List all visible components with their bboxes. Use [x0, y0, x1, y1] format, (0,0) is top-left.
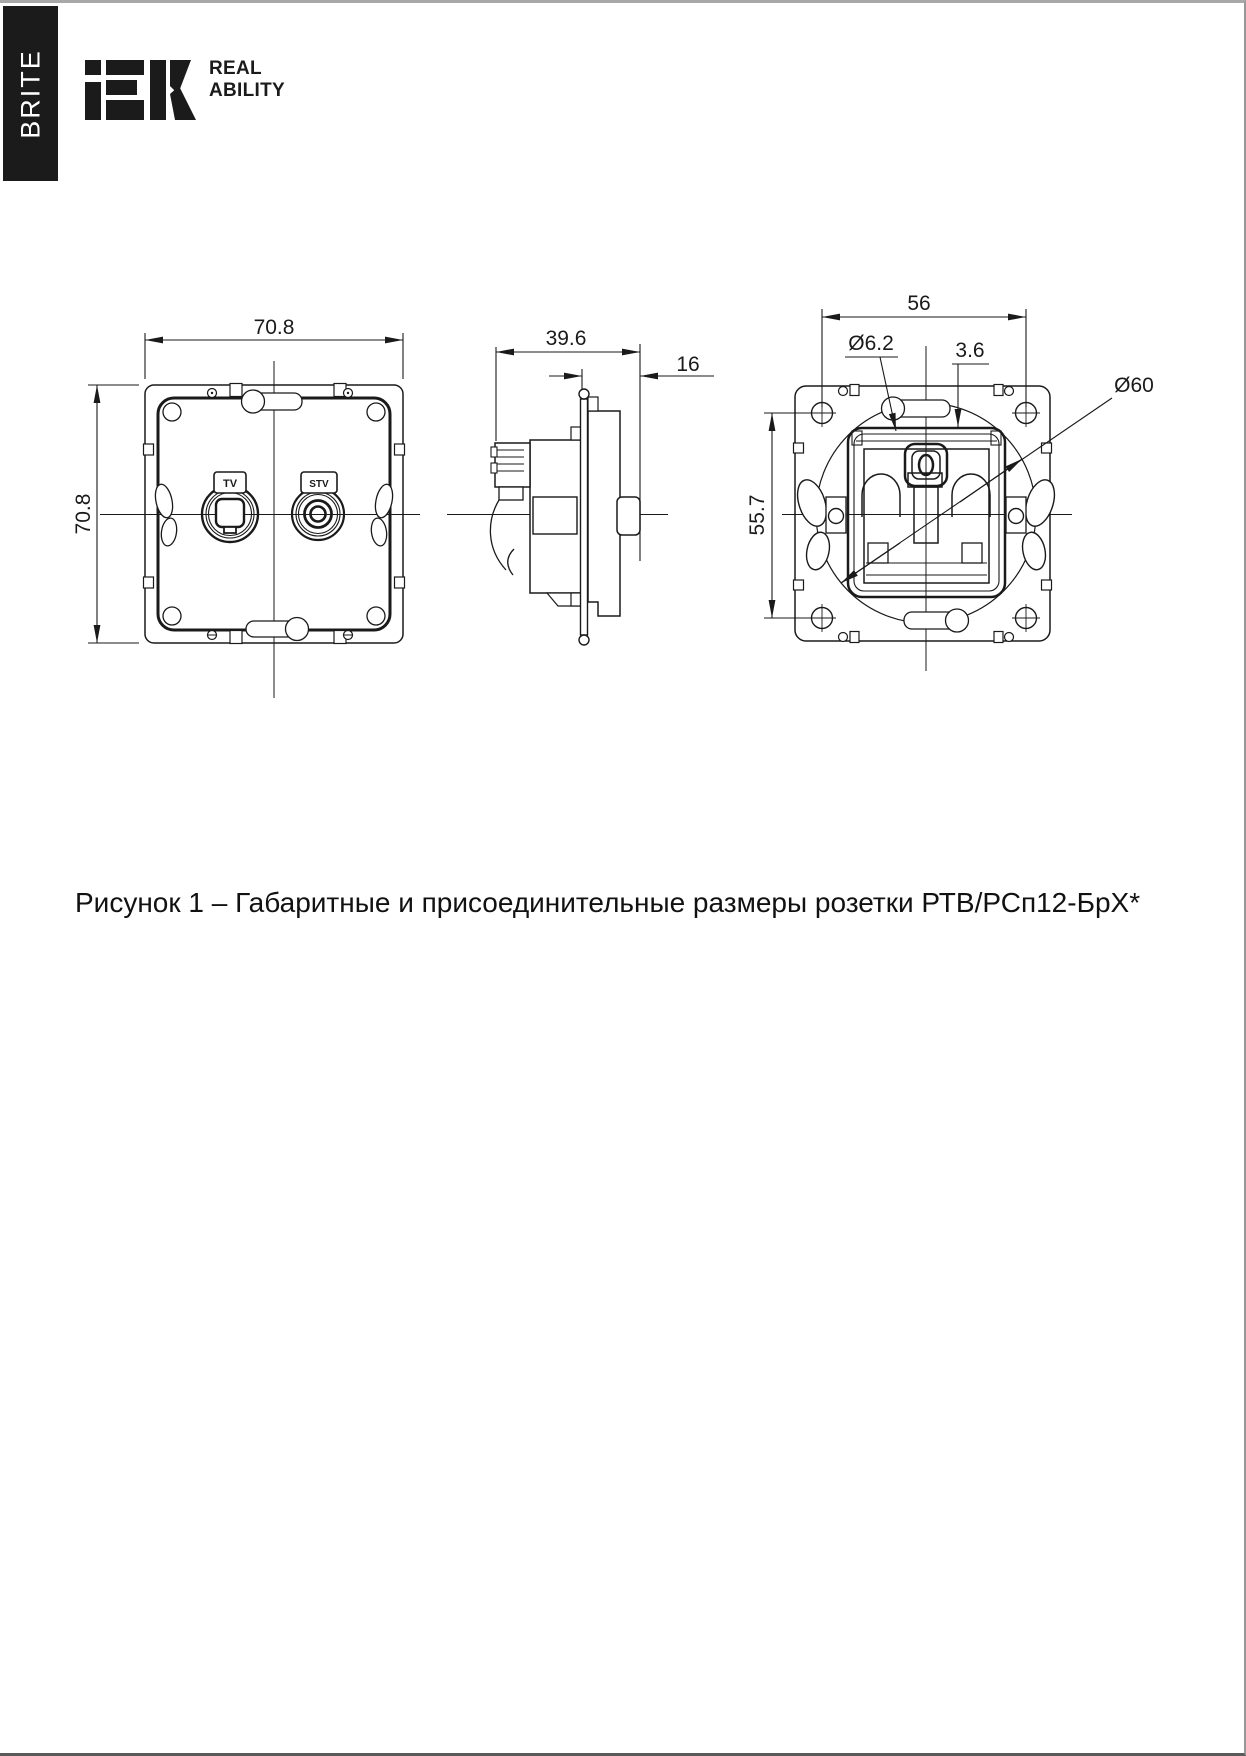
brite-series-banner-text: BRITE — [15, 48, 45, 139]
iek-logo-e-top — [106, 60, 144, 75]
side-wire-flap — [490, 500, 514, 575]
front-plaster-tab-bottom — [246, 618, 309, 641]
iek-logo — [85, 60, 196, 120]
technical-drawing-canvas — [0, 3, 1246, 1756]
side-dim-front-depth — [549, 353, 714, 389]
tv-keyway — [216, 499, 244, 527]
back-claw-right — [1006, 476, 1060, 572]
back-claw-thickness-value: 3.6 — [955, 339, 985, 362]
side-connector-knob — [617, 497, 640, 535]
front-plaster-tab-top — [242, 390, 303, 413]
back-box-diameter-value: Ø60 — [1114, 374, 1154, 397]
front-width-value: 70.8 — [253, 316, 295, 339]
back-hole-diameter-value: Ø6.2 — [848, 332, 894, 355]
back-hole-spacing-value: 56 — [907, 292, 931, 315]
iek-logo-k-stem — [150, 60, 166, 120]
tv-port-label: TV — [222, 478, 238, 490]
stv-connector — [292, 472, 344, 540]
side-front-depth-value: 16 — [676, 353, 700, 376]
side-depth-value: 39.6 — [545, 327, 587, 350]
figure-caption: Рисунок 1 – Габаритные и присоединительные размеры розетки РТВ/РСп12-БрХ* — [75, 887, 1141, 918]
back-plaster-tab-top — [882, 397, 951, 420]
logo-tagline-line1: REAL — [209, 58, 262, 79]
back-view — [746, 292, 1154, 671]
iek-logo-e-mid — [106, 80, 137, 95]
back-plaster-tab-bottom — [904, 609, 969, 632]
side-front-panel — [588, 397, 640, 616]
iek-logo-e-bottom — [106, 100, 144, 120]
iek-logo-i-dot — [85, 60, 101, 75]
logo-tagline-line2: ABILITY — [209, 80, 285, 101]
iek-logo-i-body — [85, 82, 101, 120]
iek-logo-k-arm — [170, 60, 191, 94]
back-height-value: 55.7 — [746, 494, 769, 536]
back-dim-claw-thickness — [952, 339, 989, 427]
stv-port-label: STV — [309, 479, 329, 490]
side-view — [447, 327, 714, 645]
side-mounting-plate — [579, 389, 589, 645]
front-view — [72, 316, 420, 698]
tv-connector — [202, 472, 258, 542]
back-claw-left — [792, 476, 846, 572]
side-mechanism-body — [530, 427, 583, 606]
iek-logo-k-leg — [170, 86, 196, 120]
front-height-value: 70.8 — [72, 493, 95, 535]
side-terminal-block — [491, 443, 530, 500]
